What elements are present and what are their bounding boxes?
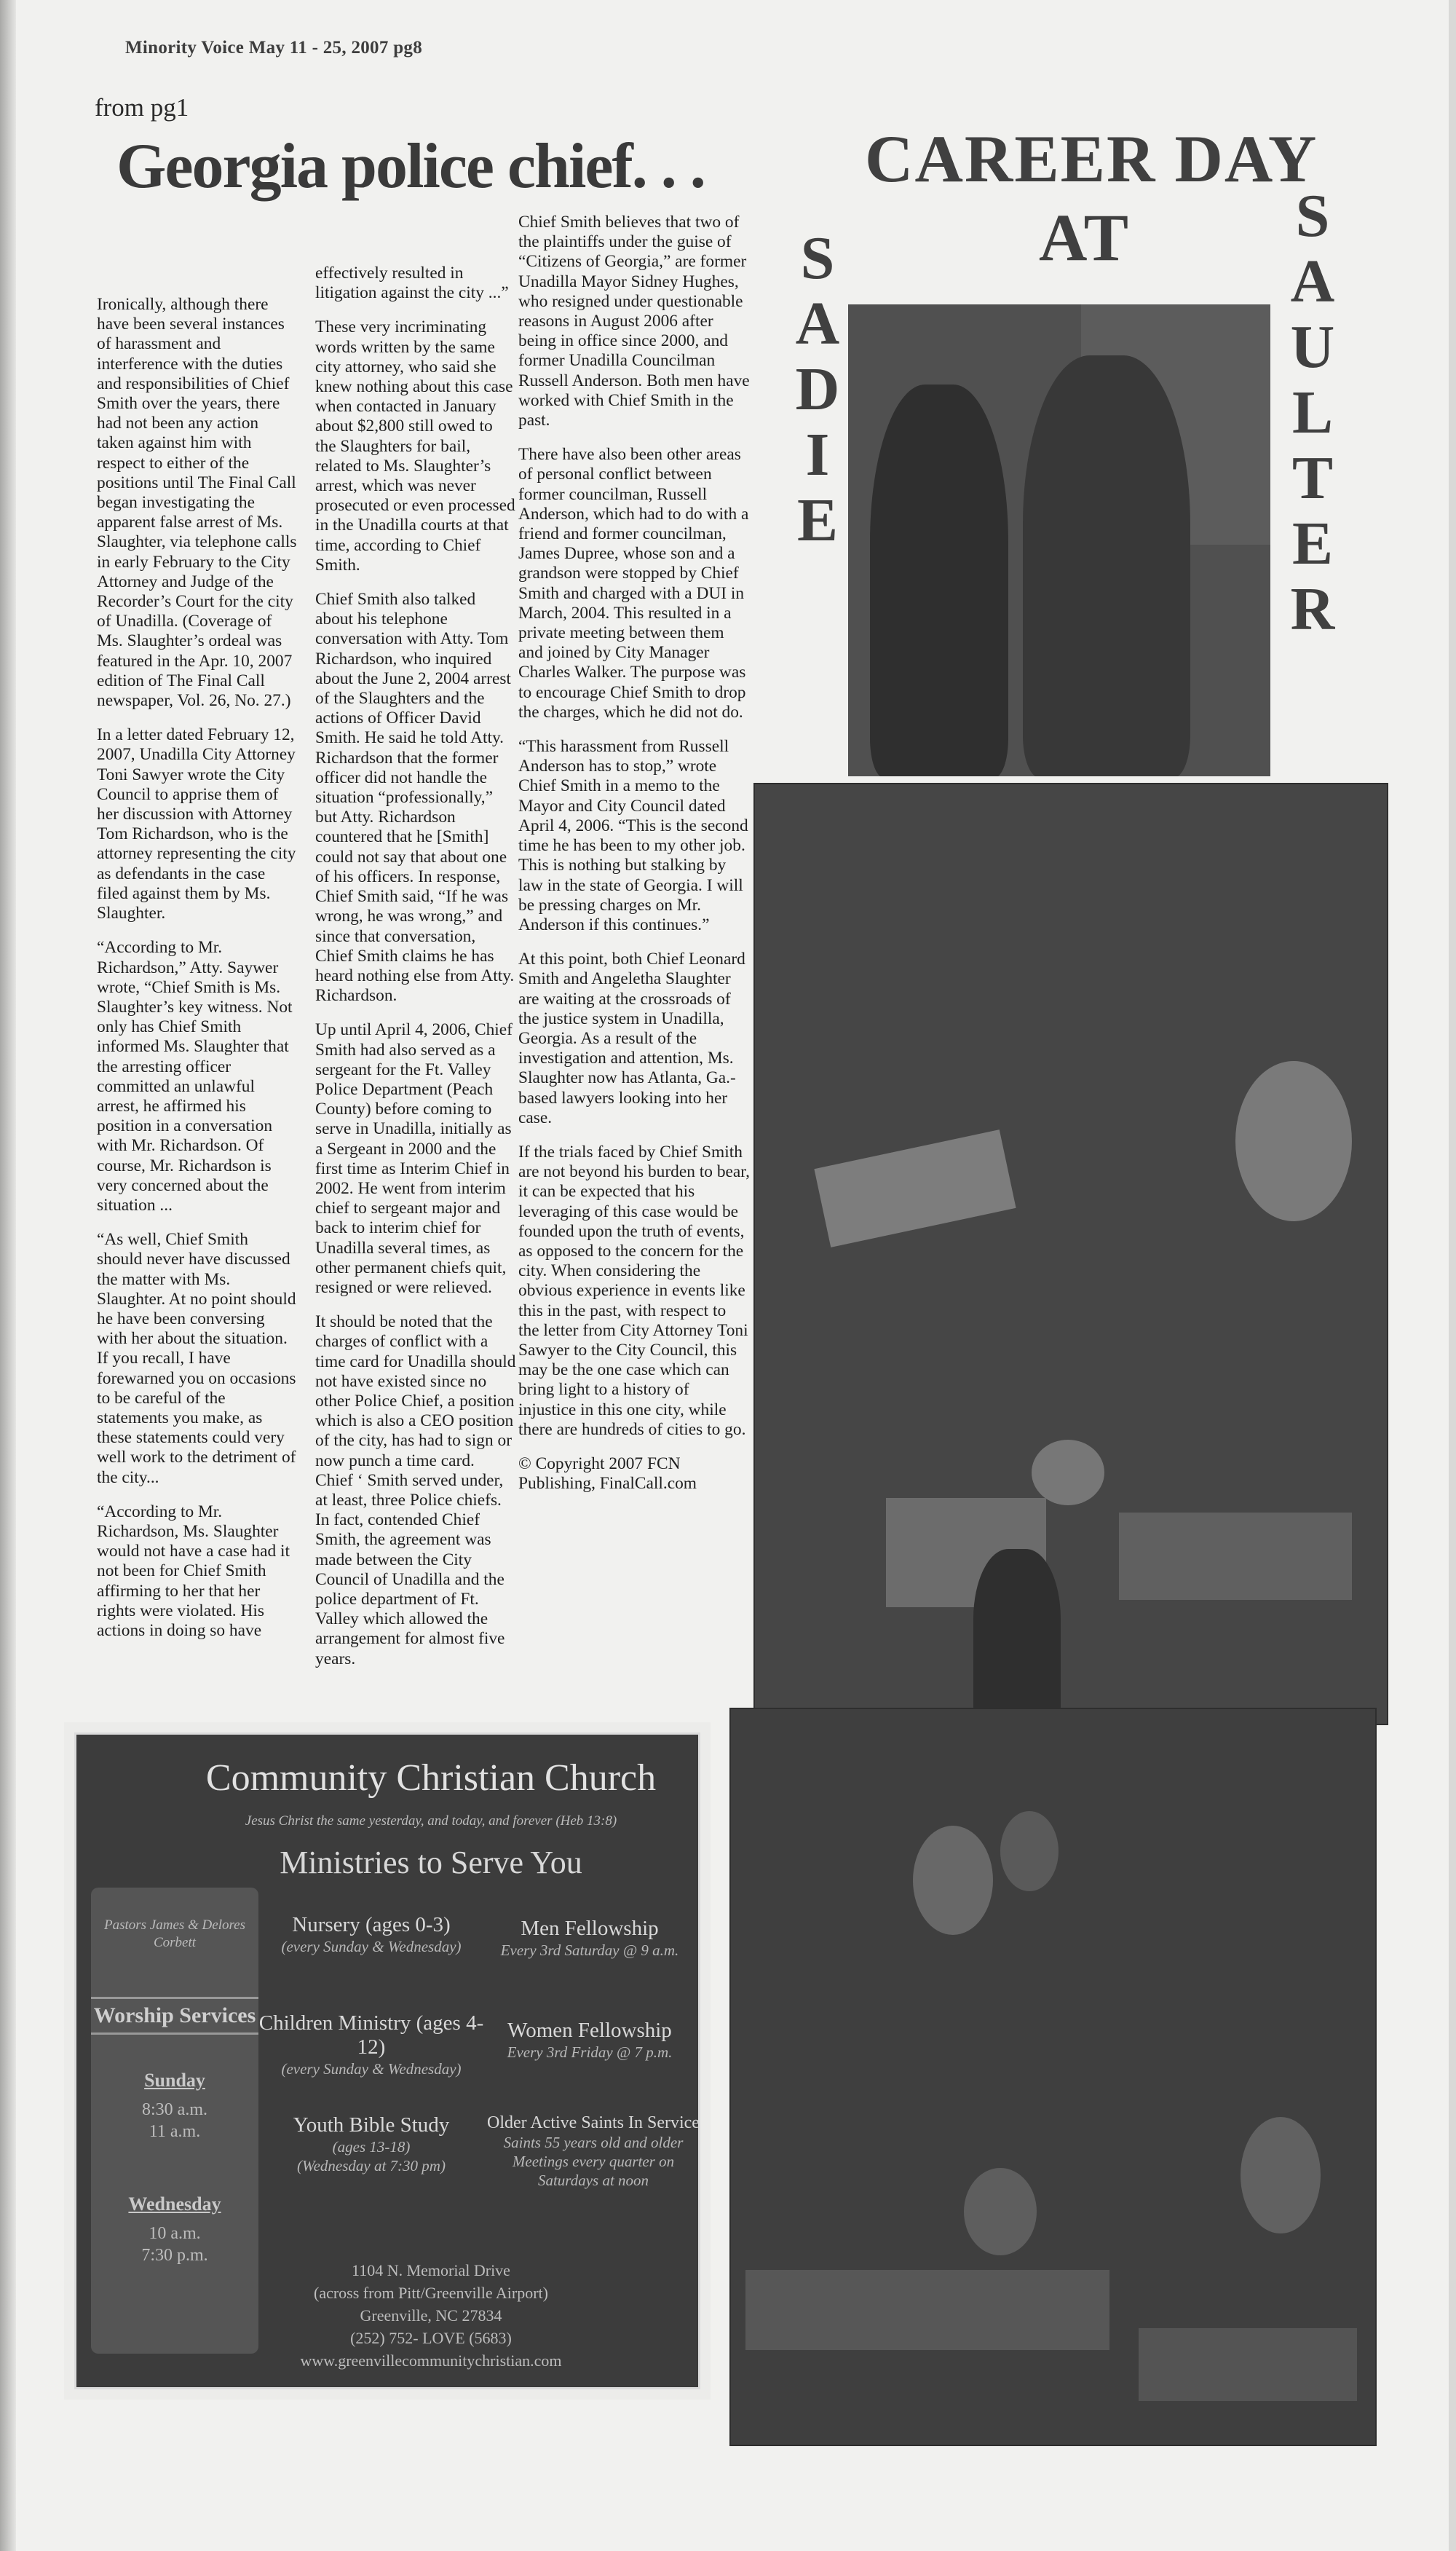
career-day-at: AT [1039,200,1130,275]
page-header: Minority Voice May 11 - 25, 2007 pg8 [125,38,423,58]
ministry-name: Older Active Saints In Service [487,2113,700,2132]
paragraph: Ironically, although there have been several instances of harassment and interference with the duties and responsibilities of Chief Smith over the years, there had not been any action taken against him with respect to either of the positions until The Final Call began investigating the apparent false arrest of Ms. Slaughter, via telephone calls in early February to the City Attorney and Judge of the Recorder’s Court for the city of Unadilla. (Coverage of Ms. Slaughter’s ordeal was featured in the Apr. 10, 2007 edition of The Final Call newspaper, Vol. 26, No. 27.) [97,295,297,711]
church-name: Community Christian Church [205,1757,657,1799]
paragraph: At this point, both Chief Leonard Smith and Angeletha Slaughter are waiting at the crossroads of the justice system in Unadilla, Georgia. As a result of the investigation and attention, Ms. Slaughter now has Atlanta, Ga.-based lawyers looking into her case. [518,950,745,1127]
wednesday-times: 10 a.m. 7:30 p.m. [141,2224,208,2265]
desk [1139,2328,1357,2401]
letter: D [795,355,840,423]
paragraph: “This harassment from Russell Anderson has to stop,” wrote Chief Smith in a memo to the Mayor and City Council dated April 4, 2006. “This is the second time he has been to my other job. This is nothing but stalking by law in the state of Georgia. I will be pressing charges on Mr. Anderson if this continues.” [518,737,748,934]
church-motto: Jesus Christ the same yesterday, and today, and forever (Heb 13:8) [245,1813,617,1829]
student [1032,1440,1104,1505]
paragraph: Chief Smith also talked about his telephone conversation with Atty. Tom Richardson, who inquired about the June 2, 2004 arrest of the Slaughters and the actions of Officer David Smith. He said he told Atty. Richardson that the former officer did not handle the situation “professionally,” but Atty. Richardson countered that he [Smith] could not say that about one of his officers. In response, Chief Smith said, “If he was wrong, he was wrong,” and since that conversation, Chief Smith claims he has heard nothing else from Atty. Richardson. [315,590,515,1006]
ministry-youth-bible-study [266,2113,477,2175]
copyright-notice: © Copyright 2007 FCN Publishing, FinalCall.com [518,1454,697,1494]
letter: L [1291,379,1334,446]
ministry-women-fellowship [484,2019,695,2062]
paragraph: Up until April 4, 2006, Chief Smith had also served as a sergeant for the Ft. Valley Police Department (Peach County) before coming to serve in Unadilla, initially as a Sergeant in 2000 and the first time as Interim Chief in 2002. He went from interim chief to sergeant major and back to interim chief for Unadilla several times, as other permanent chiefs quit, resigned or were relieved. [315,1020,513,1297]
paragraph: If the trials faced by Chief Smith are not beyond his burden to bear, it can be expected that his leveraging of this case would be founded upon the truth of events, as opposed to the concern for the city. When considering the obvious experience in events like this in the past, with respect to the letter from City Attorney Toni Sawyer to the City Council, this may be the one case which can bring light to a history of injustice in this one city, while there are hundreds of cities to go. [518,1142,750,1439]
ministry-older-saints [484,2113,703,2190]
pastors-names: Pastors James & Delores Corbett [103,1917,246,1950]
letter: U [1290,313,1335,381]
person-silhouette [870,385,1008,776]
article-column-1 [97,295,298,1655]
person-silhouette [1023,355,1190,776]
ministry-name: Youth Bible Study [293,2113,450,2137]
desk [814,1129,1016,1247]
letter: E [796,486,839,554]
church-advertisement [64,1722,711,2400]
student [1241,2117,1321,2233]
career-day-photo-3 [729,1708,1377,2446]
letter: T [1291,444,1334,512]
ministry-name: Men Fellowship [521,1917,659,1940]
letter: A [1290,248,1335,315]
career-day-photo-2 [753,783,1388,1725]
ministry-nursery [266,1913,477,1956]
vertical-name-sadie [792,226,843,553]
sunday-label: Sunday [144,2070,205,2091]
ad-panel [74,1732,700,2389]
paragraph: “According to Mr. Richardson,” Atty. Saywer wrote, “Chief Smith is Ms. Slaughter’s key witness. Not only has Chief Smith informed Ms. Slaughter that the arresting officer committed an unlawful arrest, he affirmed his position in a conversation with Mr. Richardson. Of course, Mr. Richardson is very concerned about the situation ... [97,938,293,1215]
ministry-men-fellowship [484,1917,695,1960]
wednesday-label: Wednesday [128,2193,221,2215]
ministry-detail: (ages 13-18) (Wednesday at 7:30 pm) [297,2138,446,2175]
desk [1119,1513,1352,1600]
student [1235,1061,1352,1221]
paragraph: In a letter dated February 12, 2007, Unadilla City Attorney Toni Sawyer wrote the City Council to apprise them of her discussion with Attorney Tom Richardson, who is the attorney representing the city as defendants in the case filed against them by Ms. Slaughter. [97,725,296,923]
desk [745,2270,1109,2350]
paragraph: It should be noted that the charges of conflict with a time card for Unadilla should not have existed since no other Police Chief, a position which is also a CEO position of the city, has had to sign or now punch a time card. Chief ‘ Smith served under, at least, three Police chiefs. In fact, contended Chief Smith, the agreement was made between the City Council of Unadilla and the police department of Ft. Valley which allowed the arrangement for almost five years. [315,1312,516,1668]
career-day-photo-1 [848,304,1270,776]
ministry-detail: Every 3rd Friday @ 7 p.m. [507,2043,673,2061]
continued-from-label: from pg1 [95,93,189,122]
church-address: 1104 N. Memorial Drive (across from Pitt/Greenville Airport) Greenville, NC 27834 (252) 752- LOVE (5683) www.greenvillecommunitychristian.com [300,2261,562,2370]
ministry-name: Women Fellowship [507,2019,672,2042]
headline: Georgia police chief. . . [116,131,705,202]
letter: S [1295,182,1330,250]
ministry-name: Nursery (ages 0-3) [292,1913,451,1936]
person-silhouette [973,1549,1061,1724]
paragraph: These very incriminating words written by the same city attorney, who said she knew nothing about this case when contacted in January about $2,800 still owed to the Slaughters for bail, related to Ms. Slaughter’s arrest, which was never prosecuted or even processed in the Unadilla courts at that time, according to Chief Smith. [315,318,515,575]
paragraph: effectively resulted in litigation against the city ...” [315,264,509,303]
paragraph: “According to Mr. Richardson, Ms. Slaughter would not have a case had it not been for Chief Smith affirming to her that her rights were violated. His actions in doing so have [97,1502,290,1640]
ministry-name: Children Ministry (ages 4-12) [258,2011,484,2059]
scan-edge-right [1449,0,1456,2551]
scan-edge [0,0,16,2551]
student [913,1826,993,1935]
paragraph: There have also been other areas of personal conflict between former councilman, Russell Anderson, which had to do with a friend and former councilman, James Dupree, whose son and a grandson were stopped by Chief Smith and charged with a DUI in March, 2004. This resulted in a private meeting between them and joined by City Manager Charles Walker. The purpose was to encourage Chief Smith to drop the charges, which he did not do. [518,445,749,722]
paragraph: “As well, Chief Smith should never have discussed the matter with Ms. Slaughter. At no point should he have been conversing with her about the situation. If you recall, I have forewarned you on occasions to be careful of the statements you make, as these statements could very well work to the detriment of the city... [97,1230,296,1487]
article-column-3 [518,213,750,1494]
ministry-detail: Every 3rd Saturday @ 9 a.m. [500,1941,679,1959]
letter: R [1290,575,1335,643]
letter: S [800,224,835,292]
ministry-detail: (every Sunday & Wednesday) [281,2060,462,2078]
vertical-name-saulter [1287,184,1338,642]
student [1000,1811,1059,1891]
ministries-heading: Ministries to Serve You [280,1845,582,1880]
sunday-times: 8:30 a.m. 11 a.m. [142,2100,207,2141]
career-day-title: CAREER DAY [865,122,1318,196]
ministry-children [258,2011,484,2078]
letter: E [1291,510,1334,577]
paragraph: Chief Smith believes that two of the plaintiffs under the guise of “Citizens of Georgia,” are former Unadilla Mayor Sidney Hughes, who resigned under questionable reasons in August 2006 after being in office since 2000, and former Unadilla Councilman Russell Anderson. Both men have worked with Chief Smith in the past. [518,213,750,430]
ministry-detail: Saints 55 years old and older Meetings every quarter on Saturdays at noon [503,2134,684,2189]
article-column-2 [315,264,516,1684]
worship-services-label: Worship Services [91,1997,258,2035]
letter: A [795,290,840,358]
letter: I [805,421,830,489]
ministry-detail: (every Sunday & Wednesday) [281,1938,462,1955]
student [964,2168,1037,2255]
